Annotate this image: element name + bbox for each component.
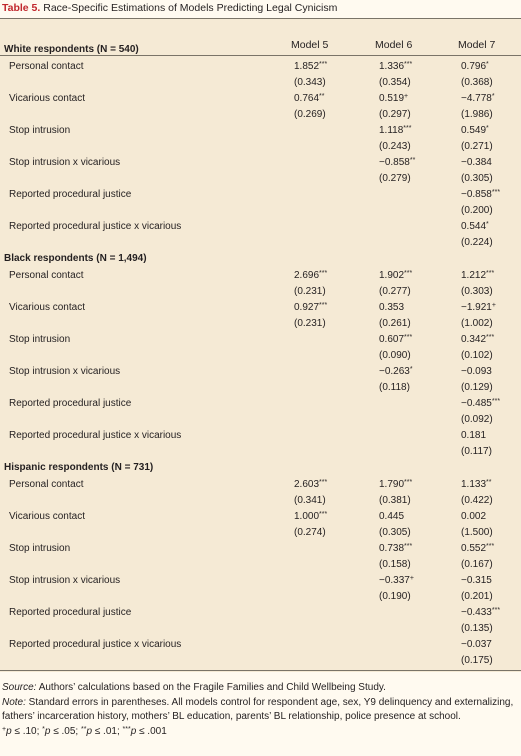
- standard-error: (0.422): [461, 495, 493, 506]
- significance-mark: **: [409, 157, 416, 164]
- coefficient-value: 0.353: [379, 302, 405, 313]
- significance-mark: ***: [404, 479, 413, 486]
- significance-mark: ***: [486, 334, 495, 341]
- coefficient: [379, 270, 412, 281]
- significance-mark: ***: [319, 302, 328, 309]
- standard-error: (0.231): [294, 318, 326, 329]
- significance-note: [2, 725, 518, 740]
- variable-label: Reported procedural justice: [9, 398, 132, 409]
- standard-error: (1.500): [461, 527, 493, 538]
- standard-error: (0.201): [461, 591, 493, 602]
- variable-label: Reported procedural justice x vicarious: [9, 430, 182, 441]
- standard-error: (0.277): [379, 286, 411, 297]
- standard-error: (0.092): [461, 414, 493, 425]
- coefficient: [294, 61, 327, 72]
- source-note: Source: Authors’ calculations based on the Fragile Families and Child Wellbeing Study.: [2, 682, 386, 693]
- standard-error: (0.305): [379, 527, 411, 538]
- significance-mark: ***: [491, 189, 501, 196]
- variable-label: Vicarious contact: [9, 93, 85, 104]
- standard-error: (0.167): [461, 559, 493, 570]
- significance-mark: +: [404, 93, 409, 100]
- general-note: Note: Standard errors in parentheses. All models control for respondent age, sex, Y9 delinquency and externalizing, fathers’ incarceration history, mothers’ BL education, parents’ BL relationship, police presence at school.: [2, 696, 514, 722]
- coefficient-value: 0.552: [461, 543, 487, 554]
- column-header: Model 6: [375, 39, 413, 51]
- significance-mark: **: [80, 725, 87, 733]
- table-title: Race-Specific Estimations of Models Predicting Legal Cynicism: [43, 2, 338, 14]
- coefficient: [294, 270, 327, 281]
- coefficient: [379, 543, 412, 554]
- variable-label: Reported procedural justice: [9, 189, 132, 200]
- standard-error: (1.986): [461, 109, 493, 120]
- table-notes: [2, 681, 518, 739]
- coefficient: [379, 61, 412, 72]
- coefficient-value: 0.607: [379, 334, 405, 345]
- standard-error: (0.158): [379, 559, 411, 570]
- standard-error: (0.117): [461, 446, 492, 457]
- coefficient: [461, 575, 492, 586]
- p-symbol: p: [86, 725, 92, 737]
- coefficient-value: 1.902: [379, 270, 405, 281]
- coefficient: [461, 479, 491, 490]
- standard-error: (0.090): [379, 350, 411, 361]
- coefficient-value: −0.433: [461, 607, 492, 618]
- standard-error: (0.303): [461, 286, 493, 297]
- standard-error: (0.261): [379, 318, 411, 329]
- coefficient-value: 1.790: [379, 479, 405, 490]
- coefficient-value: 0.738: [379, 543, 405, 554]
- standard-error: (0.129): [461, 382, 493, 393]
- coefficient: [461, 221, 489, 232]
- p-threshold: ≤ .10;: [11, 725, 43, 737]
- coefficient: [461, 157, 492, 168]
- coefficient: [379, 157, 415, 168]
- column-header: Model 7: [458, 39, 496, 51]
- table-rule: [0, 18, 521, 19]
- significance-mark: +: [2, 725, 7, 733]
- standard-error: (0.175): [461, 655, 493, 666]
- coefficient-value: −0.858: [461, 189, 492, 200]
- coefficient-value: 0.002: [461, 511, 487, 522]
- significance-mark: ***: [491, 607, 501, 614]
- standard-error: (0.224): [461, 237, 493, 248]
- variable-label: Reported procedural justice x vicarious: [9, 639, 182, 650]
- coefficient: [461, 607, 500, 618]
- variable-label: Stop intrusion: [9, 125, 71, 136]
- coefficient: [379, 93, 408, 104]
- p-symbol: p: [44, 725, 51, 737]
- standard-error: (0.231): [294, 286, 326, 297]
- coefficient-value: 1.133: [461, 479, 487, 490]
- column-header: Model 5: [291, 39, 329, 51]
- variable-label: Stop intrusion: [9, 334, 71, 345]
- section-title: White respondents (N = 540): [4, 44, 139, 55]
- coefficient: [461, 543, 494, 554]
- coefficient: [294, 302, 327, 313]
- coefficient: [461, 398, 500, 409]
- standard-error: (0.381): [379, 495, 411, 506]
- standard-error: (1.002): [461, 318, 493, 329]
- significance-mark: ***: [491, 398, 501, 405]
- coefficient-value: 0.445: [379, 511, 405, 522]
- significance-mark: ***: [403, 125, 412, 132]
- coefficient-value: 2.603: [294, 479, 320, 490]
- significance-mark: +: [491, 302, 496, 309]
- standard-error: (0.102): [461, 350, 493, 361]
- section-title: Hispanic respondents (N = 731): [4, 462, 154, 473]
- significance-mark: *: [409, 366, 413, 373]
- coefficient: [379, 302, 404, 313]
- coefficient-value: −0.337: [379, 575, 410, 586]
- significance-mark: ***: [404, 334, 413, 341]
- standard-error: (0.118): [379, 382, 410, 393]
- variable-label: Stop intrusion x vicarious: [9, 157, 121, 168]
- coefficient-value: 0.796: [461, 61, 487, 72]
- standard-error: (0.243): [379, 141, 411, 152]
- significance-mark: **: [319, 93, 325, 100]
- coefficient: [461, 366, 492, 377]
- coefficient: [461, 270, 494, 281]
- p-threshold: ≤ .01;: [92, 725, 123, 737]
- coefficient-value: −4.778: [461, 93, 492, 104]
- variable-label: Personal contact: [9, 61, 84, 72]
- variable-label: Vicarious contact: [9, 511, 85, 522]
- coefficient: [461, 93, 495, 104]
- variable-label: Reported procedural justice x vicarious: [9, 221, 182, 232]
- variable-label: Personal contact: [9, 270, 84, 281]
- significance-mark: *: [486, 125, 489, 132]
- table-caption: [2, 1, 337, 15]
- coefficient: [461, 430, 486, 441]
- coefficient: [379, 479, 412, 490]
- coefficient: [379, 511, 404, 522]
- coefficient-value: 0.927: [294, 302, 320, 313]
- coefficient: [461, 511, 486, 522]
- coefficient: [461, 639, 492, 650]
- coefficient-value: 1.336: [379, 61, 405, 72]
- standard-error: (0.354): [379, 77, 411, 88]
- coefficient-value: −0.093: [461, 366, 492, 377]
- standard-error: (0.368): [461, 77, 493, 88]
- table-number: Table 5.: [2, 2, 41, 14]
- significance-mark: ***: [486, 270, 495, 277]
- coefficient: [461, 125, 489, 136]
- coefficient-value: 1.212: [461, 270, 487, 281]
- coefficient-value: 0.181: [461, 430, 487, 441]
- coefficient: [379, 125, 411, 136]
- coefficient-value: 1.000: [294, 511, 320, 522]
- significance-mark: ***: [319, 511, 328, 518]
- variable-label: Stop intrusion x vicarious: [9, 366, 121, 377]
- coefficient: [294, 479, 327, 490]
- significance-mark: ***: [319, 61, 328, 68]
- coefficient: [379, 334, 412, 345]
- coefficient-value: −0.315: [461, 575, 492, 586]
- p-symbol: p: [6, 725, 12, 737]
- coefficient-value: 0.519: [379, 93, 405, 104]
- coefficient-value: −0.037: [461, 639, 492, 650]
- coefficient-value: 1.852: [294, 61, 320, 72]
- coefficient: [461, 302, 496, 313]
- coefficient-value: 1.118: [379, 125, 404, 136]
- significance-mark: ***: [319, 479, 328, 486]
- coefficient-value: 0.549: [461, 125, 487, 136]
- significance-mark: *: [486, 61, 489, 68]
- coefficient: [461, 334, 494, 345]
- results-table: [0, 18, 521, 672]
- coefficient-value: −0.384: [461, 157, 492, 168]
- significance-mark: ***: [404, 270, 413, 277]
- significance-mark: *: [42, 725, 45, 733]
- coefficient: [294, 511, 327, 522]
- significance-mark: **: [486, 479, 492, 486]
- coefficient: [461, 61, 489, 72]
- standard-error: (0.271): [461, 141, 493, 152]
- standard-error: (0.305): [461, 173, 493, 184]
- p-threshold: ≤ .001: [136, 725, 167, 737]
- coefficient-value: 0.544: [461, 221, 487, 232]
- significance-mark: ***: [404, 543, 413, 550]
- p-symbol: p: [130, 725, 137, 737]
- coefficient-value: 0.342: [461, 334, 487, 345]
- standard-error: (0.279): [379, 173, 411, 184]
- variable-label: Stop intrusion x vicarious: [9, 575, 121, 586]
- section-title: Black respondents (N = 1,494): [4, 253, 147, 264]
- variable-label: Vicarious contact: [9, 302, 85, 313]
- significance-mark: *: [491, 93, 495, 100]
- significance-mark: ***: [486, 543, 495, 550]
- coefficient-value: −0.858: [379, 157, 410, 168]
- coefficient-value: 2.696: [294, 270, 320, 281]
- standard-error: (0.200): [461, 205, 493, 216]
- coefficient: [379, 575, 414, 586]
- coefficient-value: −0.263: [379, 366, 410, 377]
- coefficient-value: −0.485: [461, 398, 492, 409]
- variable-label: Stop intrusion: [9, 543, 71, 554]
- p-threshold: ≤ .05;: [50, 725, 81, 737]
- standard-error: (0.343): [294, 77, 326, 88]
- significance-mark: ***: [122, 725, 131, 733]
- table-rule: [0, 55, 521, 56]
- coefficient-value: 0.764: [294, 93, 320, 104]
- significance-mark: ***: [404, 61, 413, 68]
- significance-mark: ***: [319, 270, 328, 277]
- table-rule: [0, 670, 521, 671]
- significance-mark: *: [486, 221, 489, 228]
- standard-error: (0.190): [379, 591, 411, 602]
- variable-label: Reported procedural justice: [9, 607, 132, 618]
- standard-error: (0.274): [294, 527, 326, 538]
- variable-label: Personal contact: [9, 479, 84, 490]
- standard-error: (0.341): [294, 495, 326, 506]
- coefficient: [461, 189, 500, 200]
- coefficient: [379, 366, 413, 377]
- significance-mark: +: [409, 575, 414, 582]
- coefficient: [294, 93, 324, 104]
- coefficient-value: −1.921: [461, 302, 492, 313]
- standard-error: (0.297): [379, 109, 411, 120]
- standard-error: (0.135): [461, 623, 493, 634]
- standard-error: (0.269): [294, 109, 326, 120]
